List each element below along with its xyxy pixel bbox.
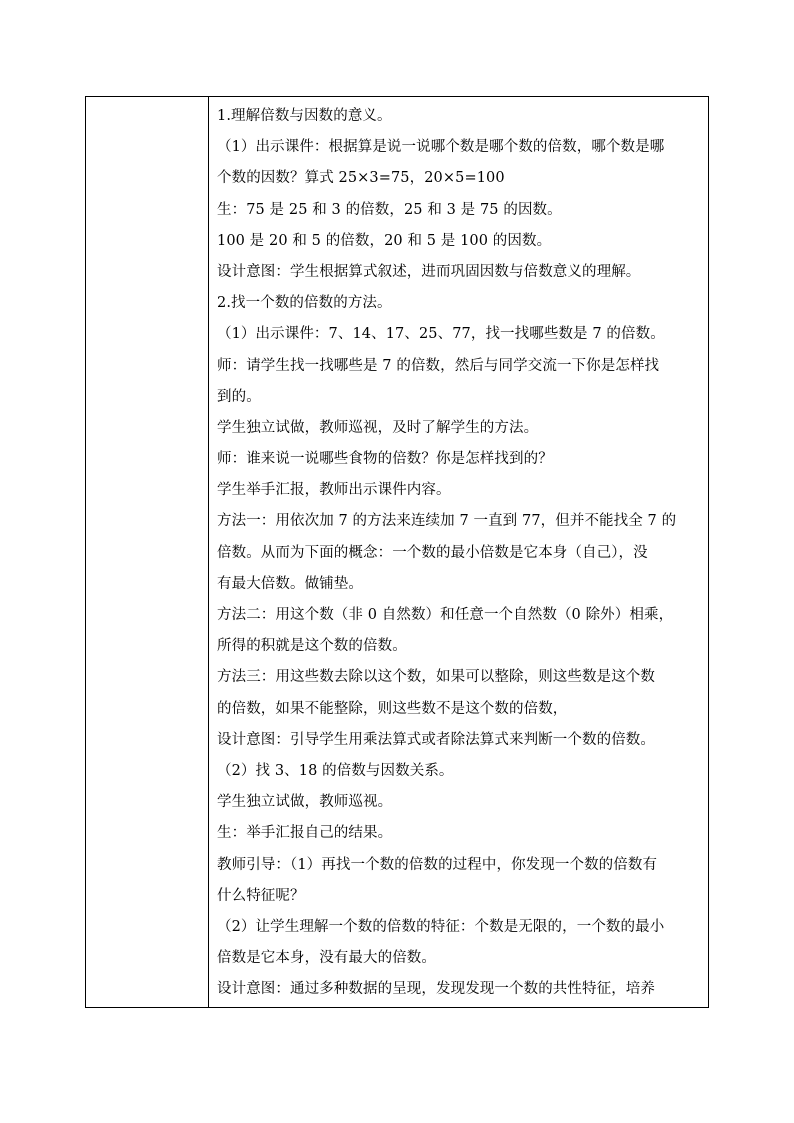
text-line: （1）出示课件：根据算是说一说哪个数是哪个数的倍数，哪个数是哪 xyxy=(217,139,665,156)
text-line: 设计意图：学生根据算式叙述，进而巩固因数与倍数意义的理解。 xyxy=(217,263,641,280)
text-line: 设计意图：引导学生用乘法算式或者除法算式来判断一个数的倍数。 xyxy=(217,731,655,748)
text-line: 设计意图：通过多种数据的呈现，发现发现一个数的共性特征，培养 xyxy=(217,981,655,998)
text-line: 个数的因数？算式 25×3=75，20×5=100 xyxy=(217,170,505,187)
text-line: 师：谁来说一说哪些食物的倍数？你是怎样找到的？ xyxy=(217,451,553,468)
text-line: 教师引导：（1）再找一个数的倍数的过程中，你发现一个数的倍数有 xyxy=(217,856,658,873)
text-line: 倍数是它本身，没有最大的倍数。 xyxy=(217,950,436,967)
text-line: 学生独立试做，教师巡视，及时了解学生的方法。 xyxy=(217,419,539,436)
text-line: 方法三：用这些数去除以这个数，如果可以整除，则这些数是这个数 xyxy=(217,669,655,686)
text-line: 倍数。从而为下面的概念：一个数的最小倍数是它本身（自己），没 xyxy=(217,544,648,561)
text-line: 的倍数，如果不能整除，则这些数不是这个数的倍数， xyxy=(217,700,568,717)
text-line: 方法一：用依次加 7 的方法来连续加 7 一直到 77，但并不能找全 7 的 xyxy=(217,513,677,530)
text-line: 所得的积就是这个数的倍数。 xyxy=(217,638,407,655)
text-line: 100 是 20 和 5 的倍数，20 和 5 是 100 的因数。 xyxy=(217,232,552,249)
text-line: 学生独立试做，教师巡视。 xyxy=(217,794,393,811)
table-content-cell xyxy=(209,97,708,1007)
lesson-table xyxy=(85,96,709,1008)
text-line: （1）出示课件：7、14、17、25、77，找一找哪些数是 7 的倍数。 xyxy=(217,326,665,343)
text-line: 什么特征呢？ xyxy=(217,887,305,904)
text-line: 2.找一个数的倍数的方法。 xyxy=(217,295,392,312)
text-line: 生：75 是 25 和 3 的倍数，25 和 3 是 75 的因数。 xyxy=(217,201,562,218)
text-line: 1.理解倍数与因数的意义。 xyxy=(217,108,392,124)
text-line: 师：请学生找一找哪些是 7 的倍数，然后与同学交流一下你是怎样找 xyxy=(217,357,660,374)
text-line: 生：举手汇报自己的结果。 xyxy=(217,825,393,842)
table-left-cell xyxy=(86,97,209,1007)
text-line: 方法二：用这个数（非 0 自然数）和任意一个自然数（0 除外）相乘， xyxy=(217,607,674,623)
text-line: 到的。 xyxy=(217,388,261,405)
text-line: （2）找 3、18 的倍数与因数关系。 xyxy=(217,762,454,779)
text-line: （2）让学生理解一个数的倍数的特征：个数是无限的，一个数的最小 xyxy=(217,918,665,935)
text-line: 学生举手汇报，教师出示课件内容。 xyxy=(217,482,451,499)
text-line: 有最大倍数。做铺垫。 xyxy=(217,575,363,592)
